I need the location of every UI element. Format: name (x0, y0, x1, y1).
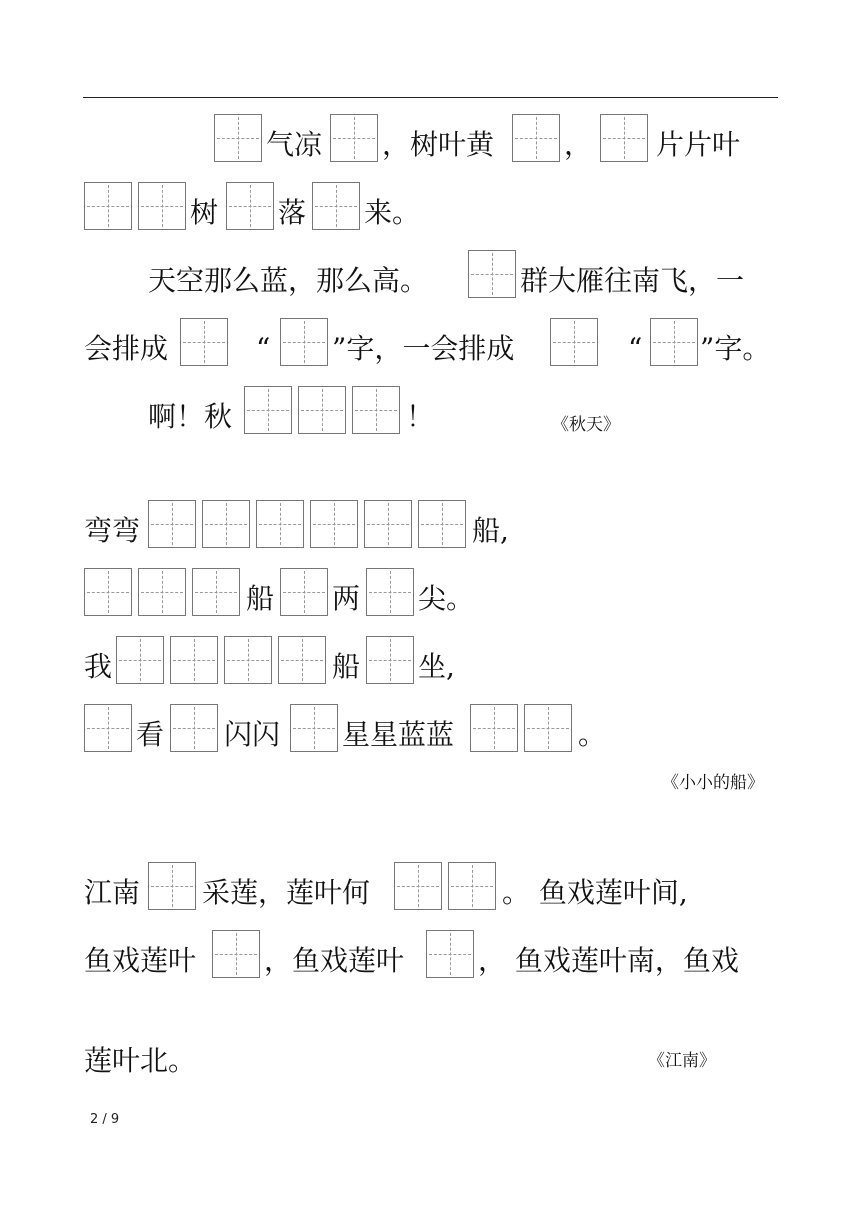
answer-box[interactable] (650, 318, 698, 366)
answer-box[interactable] (468, 250, 516, 298)
text: ， (564, 128, 593, 161)
page-number: 2 / 9 (90, 1112, 120, 1127)
header-rule (83, 97, 778, 98)
answer-box[interactable] (550, 318, 598, 366)
source-title: 《秋天》 (552, 415, 620, 435)
text: ， 鱼戏莲叶南，鱼戏 (478, 944, 739, 977)
answer-box[interactable] (148, 500, 196, 548)
text: 天空那么蓝，那么高。 (148, 264, 429, 297)
text: 。 鱼戏莲叶间, (502, 876, 688, 909)
text: 莲叶北。 (84, 1044, 197, 1077)
answer-box[interactable] (224, 636, 272, 684)
answer-box[interactable] (426, 930, 474, 978)
answer-box[interactable] (170, 704, 218, 752)
answer-box[interactable] (84, 182, 132, 230)
answer-box[interactable] (470, 704, 518, 752)
answer-box[interactable] (84, 568, 132, 616)
answer-box[interactable] (352, 386, 400, 434)
text: 采莲，莲叶何 (202, 876, 371, 909)
answer-box[interactable] (364, 500, 412, 548)
text: 鱼戏莲叶 (84, 944, 197, 977)
answer-box[interactable] (600, 114, 648, 162)
text: 坐, (418, 650, 455, 683)
text: ，鱼戏莲叶 (264, 944, 405, 977)
text: 两 (332, 582, 361, 615)
answer-box[interactable] (298, 386, 346, 434)
answer-box[interactable] (312, 182, 360, 230)
answer-box[interactable] (366, 568, 414, 616)
text: 啊！秋 (148, 400, 233, 433)
answer-box[interactable] (290, 704, 338, 752)
answer-box[interactable] (116, 636, 164, 684)
answer-box[interactable] (394, 862, 442, 910)
answer-box[interactable] (212, 930, 260, 978)
text: 我 (84, 650, 113, 683)
answer-box[interactable] (138, 182, 186, 230)
answer-box[interactable] (192, 568, 240, 616)
text: 树 (190, 196, 219, 229)
answer-box[interactable] (180, 318, 228, 366)
source-title: 《小小的船》 (662, 773, 764, 793)
answer-box[interactable] (256, 500, 304, 548)
text: 落 (278, 196, 307, 229)
answer-box[interactable] (418, 500, 466, 548)
answer-box[interactable] (226, 182, 274, 230)
text: 闪闪 (224, 718, 281, 751)
text: 船 (246, 582, 275, 615)
text: ！ (406, 400, 435, 433)
text: 江南 (84, 876, 141, 909)
answer-box[interactable] (278, 636, 326, 684)
text: 气凉 (266, 128, 323, 161)
answer-box[interactable] (148, 862, 196, 910)
answer-box[interactable] (170, 636, 218, 684)
text: 星星蓝蓝 (342, 718, 455, 751)
answer-box[interactable] (448, 862, 496, 910)
answer-box[interactable] (512, 114, 560, 162)
text: “ (628, 332, 643, 365)
text: 船, (472, 514, 509, 547)
text: 来。 (364, 196, 421, 229)
answer-box[interactable] (280, 318, 328, 366)
text: 片片叶 (656, 128, 741, 161)
text: ，树叶黄 (382, 128, 495, 161)
answer-box[interactable] (524, 704, 572, 752)
text: 会排成 (84, 332, 169, 365)
answer-box[interactable] (138, 568, 186, 616)
answer-box[interactable] (310, 500, 358, 548)
text: 看 (136, 718, 165, 751)
text: ”字，一会排成 (332, 332, 515, 365)
answer-box[interactable] (84, 704, 132, 752)
answer-box[interactable] (280, 568, 328, 616)
text: 群大雁往南飞，一 (520, 264, 745, 297)
answer-box[interactable] (244, 386, 292, 434)
text: “ (256, 332, 271, 365)
text: 尖。 (418, 582, 475, 615)
text: 弯弯 (84, 514, 141, 547)
answer-box[interactable] (202, 500, 250, 548)
source-title: 《江南》 (648, 1051, 716, 1071)
text: 。 (578, 718, 607, 751)
text: ”字。 (700, 332, 771, 365)
answer-box[interactable] (366, 636, 414, 684)
text: 船 (332, 650, 361, 683)
answer-box[interactable] (214, 114, 262, 162)
answer-box[interactable] (330, 114, 378, 162)
